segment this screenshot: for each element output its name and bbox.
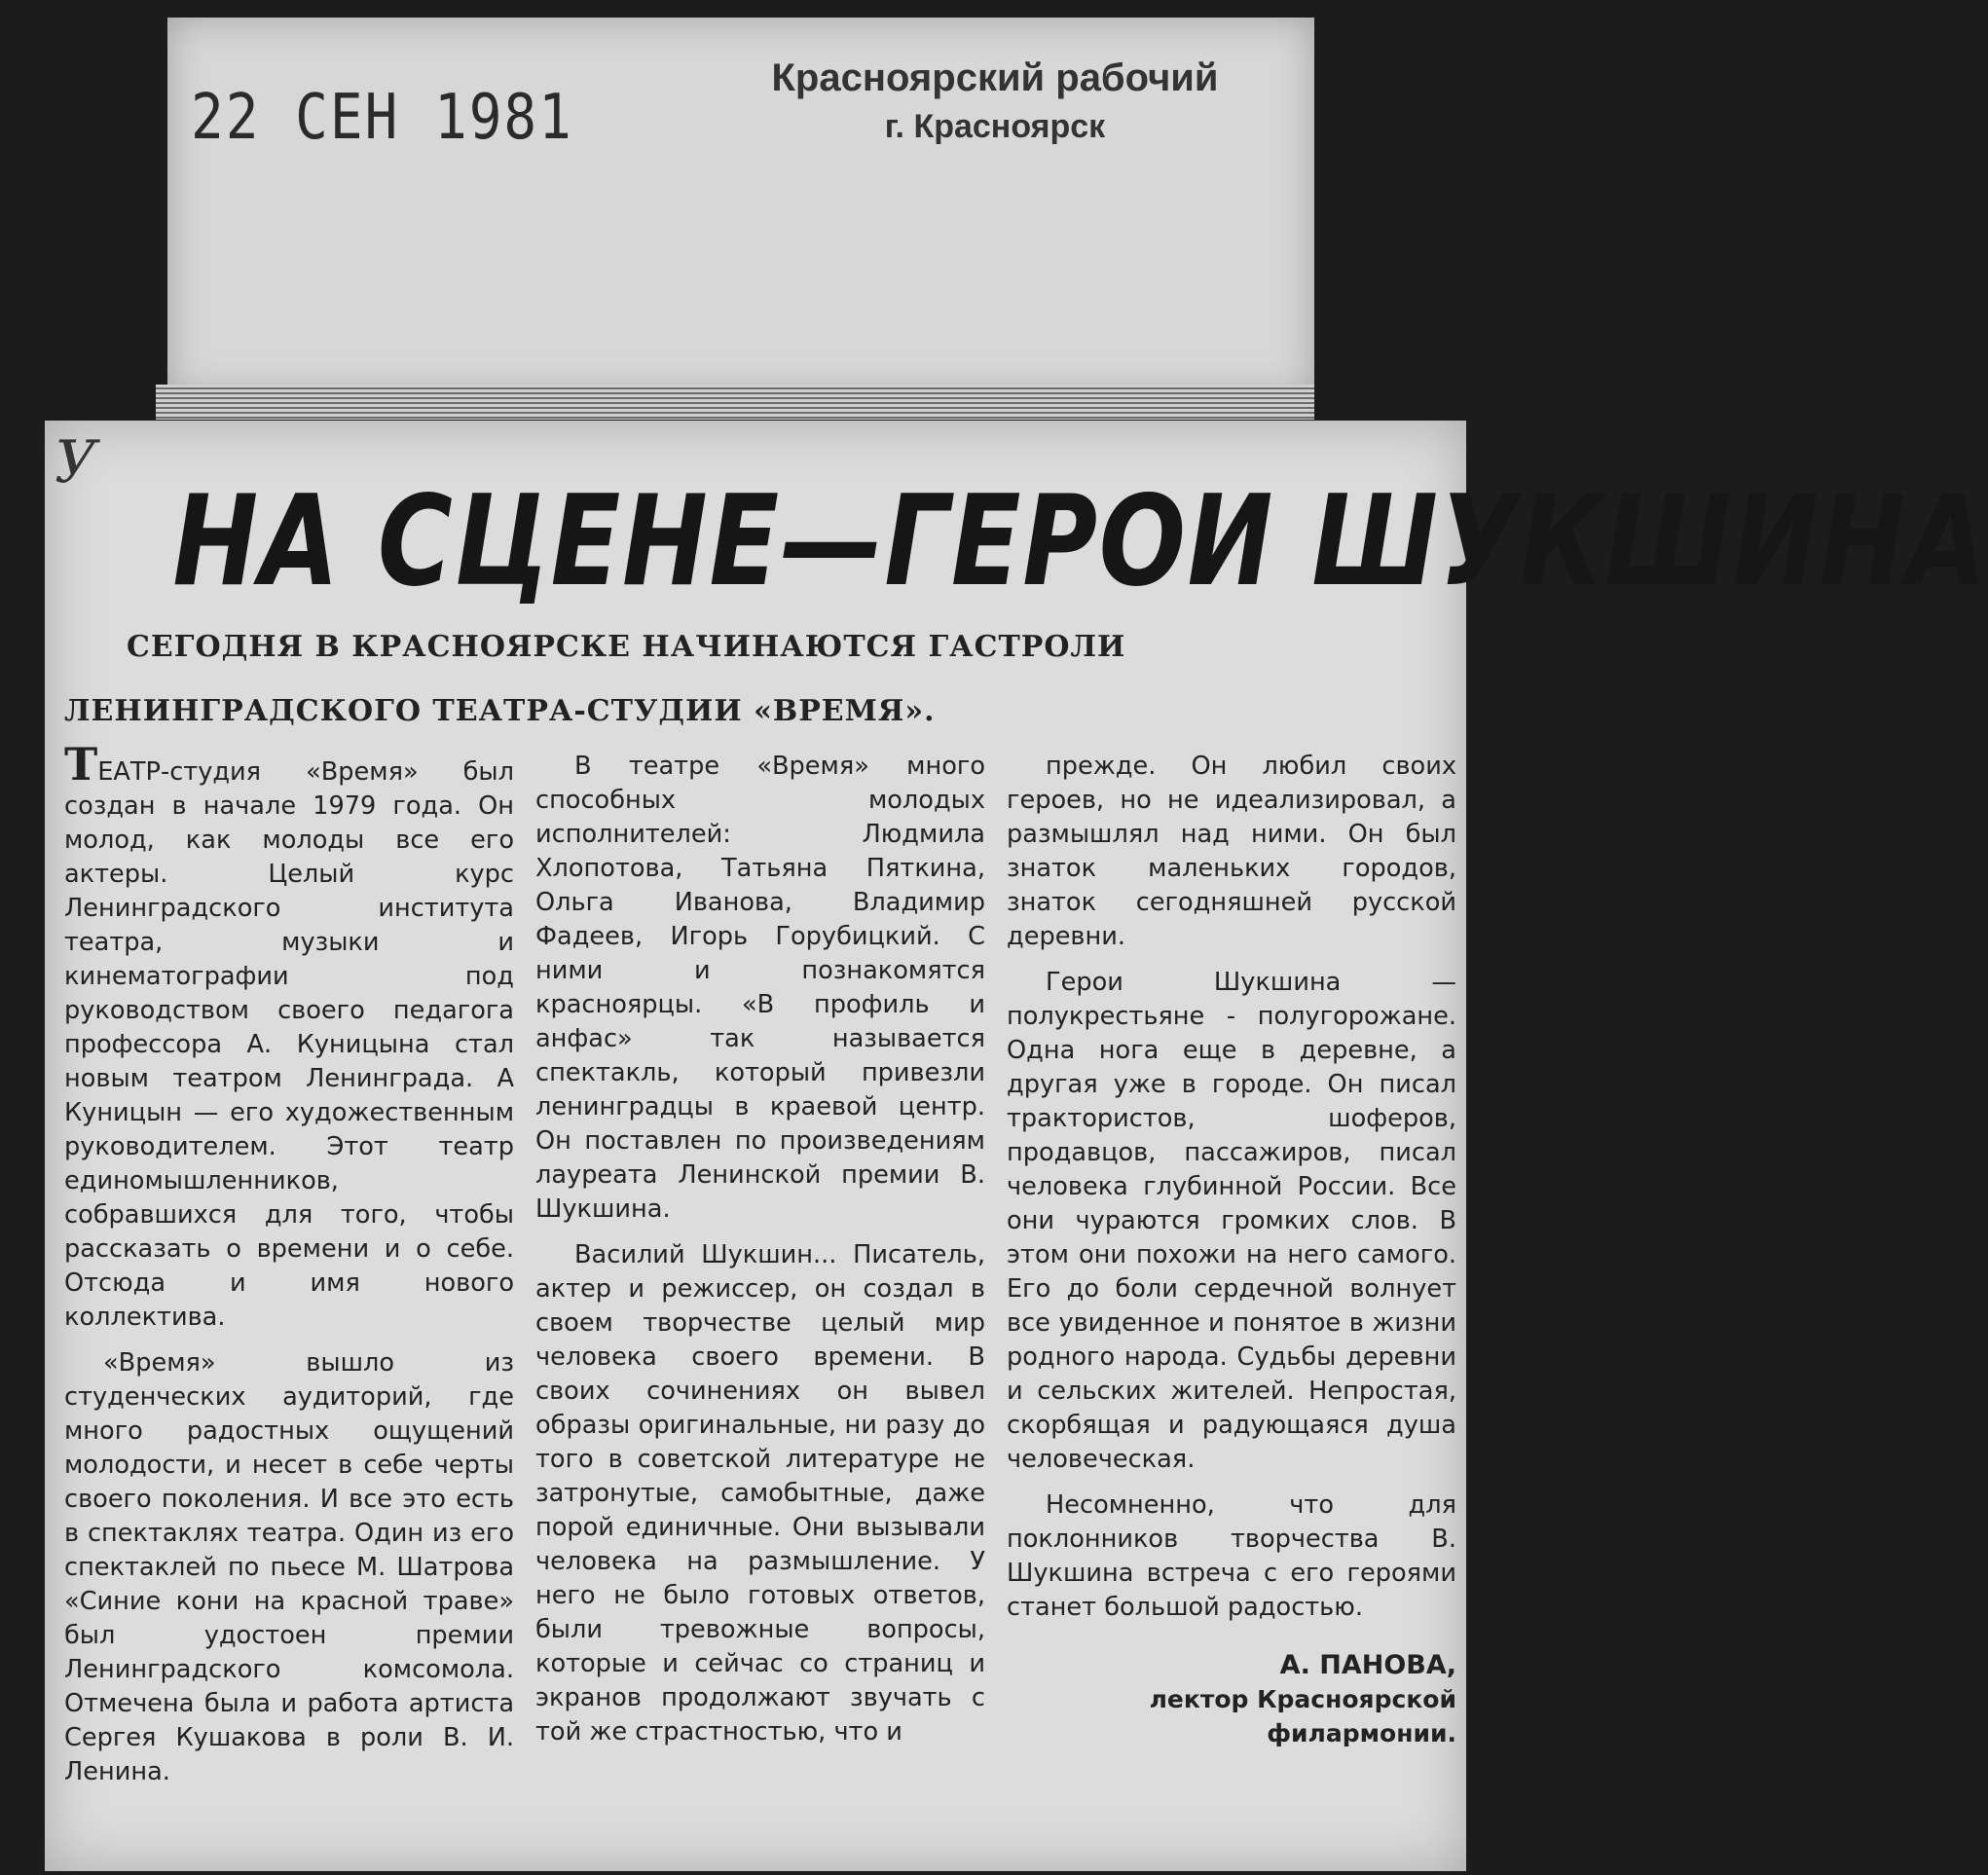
stamp-city: г. Красноярск bbox=[884, 108, 1106, 145]
author-name: А. ПАНОВА, bbox=[1279, 1650, 1456, 1680]
article-column-1 bbox=[64, 738, 514, 1855]
column-3-paragraph-3: Несомненно, что для поклонников творчества В. Шукшина встреча с его героями станет большой радостью. bbox=[1007, 1490, 1456, 1622]
column-2-paragraph-2: Василий Шукшин... Писатель, актер и режиссер, он создал в своем творчестве целый мир человека своего времени. В своих сочинениях он вывел образы оригинальные, ни разу до того в советской литературе не затронутые, самобытные, даже порой единичные. Они вызывали человека на размышление. У него не было готовых ответов, были тревожные вопросы, которые и сейчас со страниц и экранов продолжают звучать с той же страстностью, что и bbox=[535, 1240, 985, 1746]
stamp-date: 22 СЕН 1981 bbox=[191, 81, 573, 154]
column-2-paragraph-1: В театре «Время» много способных молодых исполнителей: Людмила Хлопотова, Татьяна Пяткина, Ольга Иванова, Владимир Фадеев, Игорь Горубицкий. С ними и познакомятся красноярцы. «В профиль и анфас» так называется спектакль, который привезли ленинградцы в краевой центр. Он поставлен по произведениям лауреата Ленинской премии В. Шукшина. bbox=[535, 752, 985, 1224]
ruled-paper-band bbox=[156, 385, 1314, 420]
article-column-3 bbox=[1007, 750, 1456, 1855]
article-columns bbox=[64, 738, 1456, 1855]
author-title: лектор Красноярской филармонии. bbox=[1149, 1685, 1456, 1747]
column-3-paragraph-1: прежде. Он любил своих героев, но не идеализировал, а размышлял над ними. Он был знаток маленьких городов, знаток сегодняшней русской деревни. bbox=[1007, 752, 1456, 951]
article-signature bbox=[1007, 1648, 1456, 1750]
newspaper-clipping bbox=[45, 421, 1988, 1871]
article-headline: НА СЦЕНЕ—ГЕРОИ ШУКШИНА bbox=[172, 469, 1988, 614]
column-1-paragraph-1-text: ЕАТР-студия «Время» был создан в начале 1979 года. Он молод, как молоды все его актеры. Целый курс Ленинградского института театра, музыки и кинематографии под руководством своего педагога профессора А. Куницына стал новым театром Ленинграда. А Куницын — его художественным руководителем. Этот театр единомышленников, собравшихся для того, чтобы рассказать о времени и о себе. Отсюда и имя нового коллектива. bbox=[64, 757, 514, 1332]
handwritten-corner-mark: У bbox=[55, 428, 97, 496]
column-1-paragraph-2: «Время» вышло из студенческих аудиторий, где много радостных ощущений молодости, и несет в себе черты своего поколения. И все это есть в спектаклях театра. Один из его спектаклей по пьесе М. Шатрова «Синие кони на красной траве» был удостоен премии Ленинградского комсомола. Отмечена была и работа артиста Сергея Кушакова в роли В. И. Ленина. bbox=[64, 1348, 514, 1786]
stamp-newspaper-name: Красноярский рабочий bbox=[771, 56, 1219, 99]
column-1-paragraph-1 bbox=[64, 738, 514, 1335]
column-3-paragraph-2: Герои Шукшина — полукрестьяне - полугорожане. Одна нога еще в деревне, а другая уже в городе. Он писал трактористов, шоферов, продавцов, пассажиров, писал человека глубинной России. Все они чураются громких слов. В этом они похожи на него самого. Его до боли сердечной волнует все увиденное и понятое в жизни родного народа. Судьбы деревни и сельских жителей. Непростая, скорбящая и радующаяся душа человеческая. bbox=[1007, 968, 1456, 1474]
article-subhead: СЕГОДНЯ В КРАСНОЯРСКЕ НАЧИНАЮТСЯ ГАСТРОЛИ ЛЕНИНГРАДСКОГО ТЕАТРА-СТУДИИ «ВРЕМЯ». bbox=[64, 630, 1126, 728]
drop-cap: Т bbox=[64, 738, 98, 790]
stamp-newspaper-block bbox=[693, 56, 1297, 146]
archive-stamp-card bbox=[167, 18, 1314, 397]
article-column-2 bbox=[535, 750, 985, 1855]
